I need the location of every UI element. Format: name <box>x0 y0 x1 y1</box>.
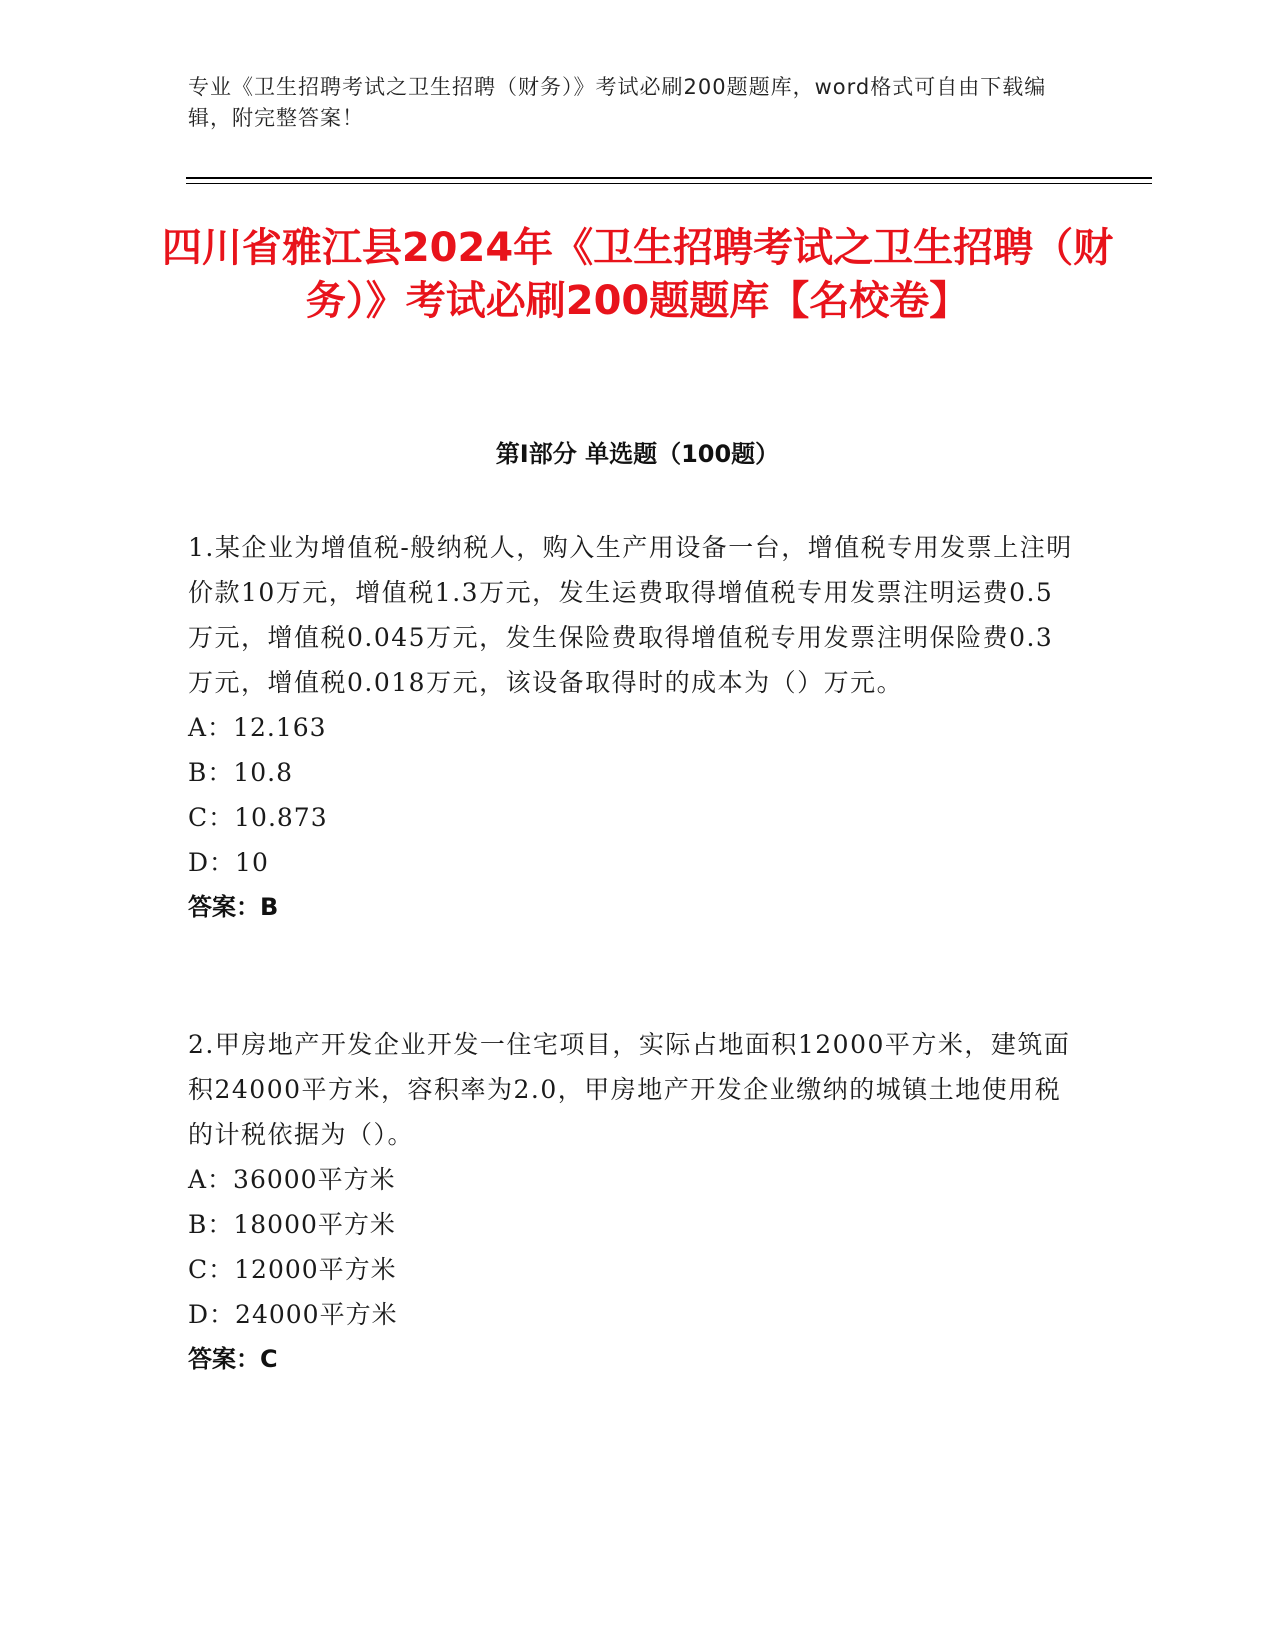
option-d: D：24000平方米 <box>188 1300 398 1329</box>
question-1 <box>188 525 1078 930</box>
document-title: 四川省雅江县2024年《卫生招聘考试之卫生招聘（财务）》考试必刷200题题库【名校卷】 <box>161 225 1114 324</box>
option-c: C：12000平方米 <box>188 1255 397 1284</box>
option-a: A：36000平方米 <box>188 1165 396 1194</box>
option-d: D：10 <box>188 848 269 877</box>
option-list <box>188 705 1078 885</box>
header-divider-thin <box>186 183 1152 184</box>
option-b: B：18000平方米 <box>188 1210 396 1239</box>
question-2 <box>188 1022 1078 1382</box>
answer: 答案：C <box>188 1345 278 1373</box>
option-b: B：10.8 <box>188 758 294 787</box>
answer: 答案：B <box>188 893 279 921</box>
option-list <box>188 1157 1078 1337</box>
question-stem: 1.某企业为增值税-般纳税人，购入生产用设备一台，增值税专用发票上注明价款10万元，增值税1.3万元，发生运费取得增值税专用发票注明运费0.5万元，增值税0.045万元，发生保险费取得增值税专用发票注明保险费0.3万元，增值税0.018万元，该设备取得时的成本为（）万元。 <box>188 533 1073 697</box>
question-stem: 2.甲房地产开发企业开发一住宅项目，实际占地面积12000平方米，建筑面积24000平方米，容积率为2.0，甲房地产开发企业缴纳的城镇土地使用税的计税依据为（）。 <box>188 1030 1071 1149</box>
header-note: 专业《卫生招聘考试之卫生招聘（财务）》考试必刷200题题库，word格式可自由下载编辑，附完整答案！ <box>188 75 1047 130</box>
option-c: C：10.873 <box>188 803 328 832</box>
option-a: A：12.163 <box>188 713 327 742</box>
section-title: 第Ⅰ部分 单选题（100题） <box>495 440 780 468</box>
header-divider-thick <box>186 177 1152 179</box>
